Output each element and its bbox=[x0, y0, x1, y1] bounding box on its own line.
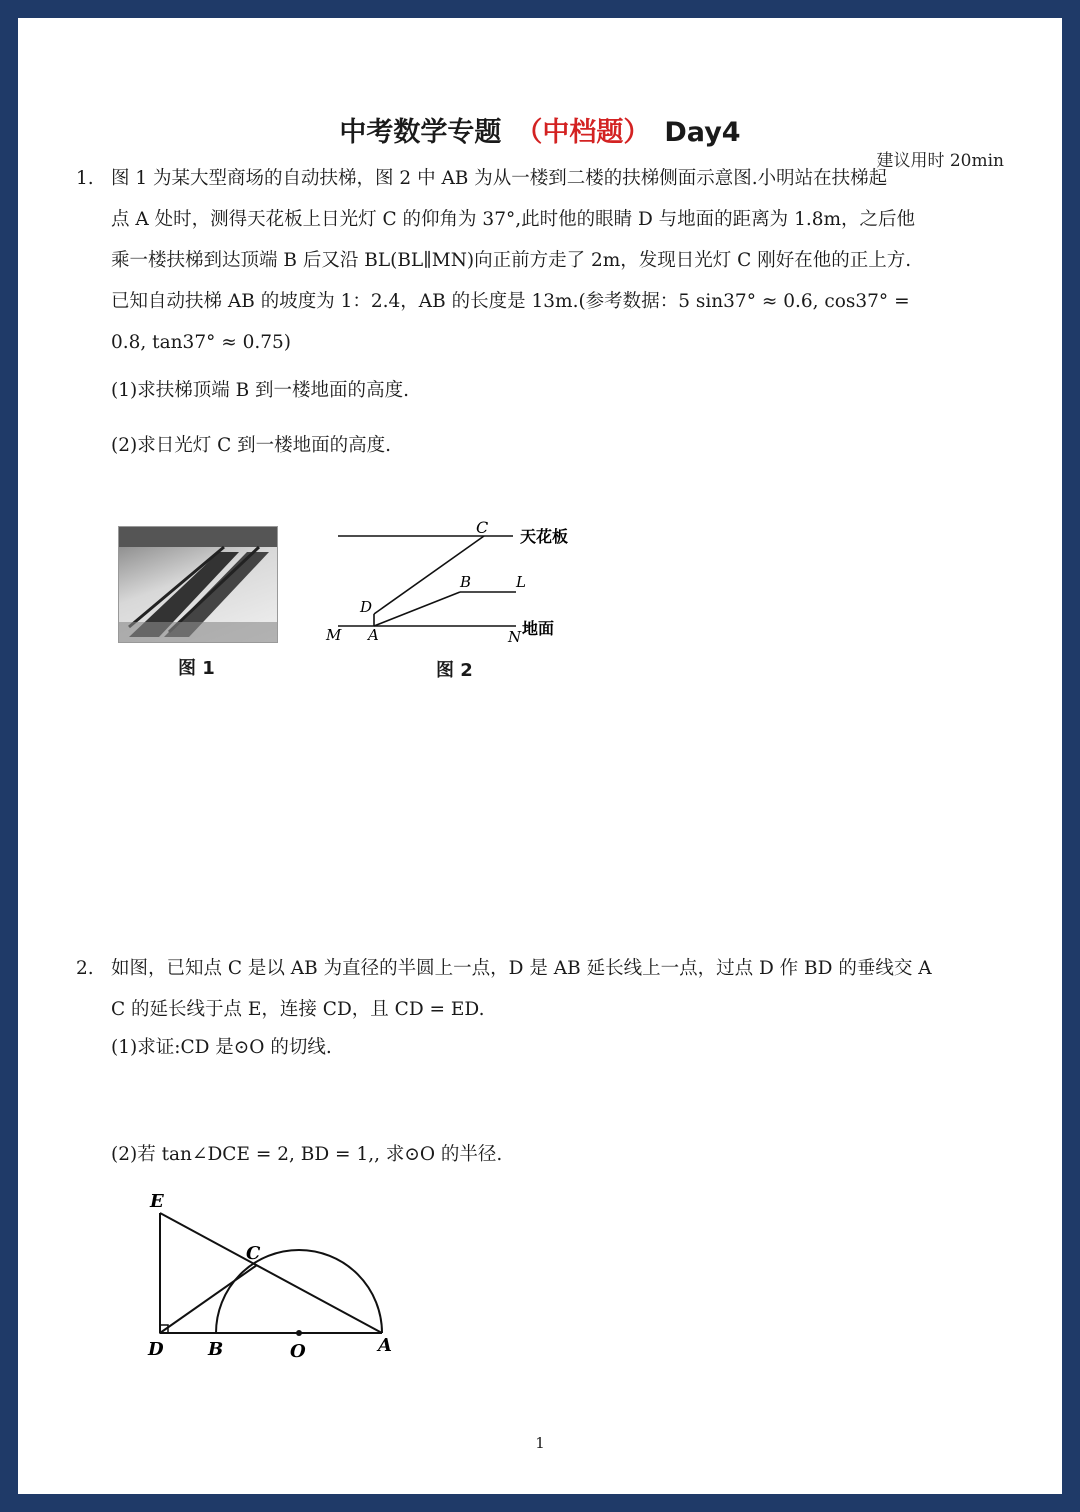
q1-number: 1. bbox=[76, 168, 94, 189]
q1-part-1: (1)求扶梯顶端 B 到一楼地面的高度. bbox=[111, 380, 409, 401]
fig2-label: 图 2 bbox=[436, 660, 473, 681]
q1-line-5: 0.8, tan37° ≈ 0.75) bbox=[111, 332, 292, 353]
escalator-ab bbox=[374, 592, 460, 626]
center-point-o bbox=[296, 1330, 302, 1336]
worksheet-page bbox=[18, 18, 1062, 1494]
q1-text bbox=[111, 158, 1011, 363]
label-b: B bbox=[460, 573, 472, 591]
label-a: A bbox=[368, 626, 379, 644]
label-e: E bbox=[150, 1191, 164, 1212]
fig1-label: 图 1 bbox=[178, 658, 215, 679]
q1-part-2: (2)求日光灯 C 到一楼地面的高度. bbox=[111, 435, 392, 456]
label-a: A bbox=[378, 1335, 392, 1356]
label-c: C bbox=[246, 1243, 261, 1264]
label-d: D bbox=[148, 1339, 164, 1360]
fig2-diagram bbox=[318, 516, 598, 666]
suggested-time: 建议用时 20min bbox=[876, 151, 1004, 171]
escalator-photo-drawing bbox=[119, 527, 277, 642]
label-ground: 地面 bbox=[522, 619, 555, 638]
q2-text bbox=[111, 948, 1011, 1030]
page-title bbox=[18, 110, 1062, 149]
page-number: 1 bbox=[535, 1434, 545, 1452]
q1-line-4: 已知自动扶梯 AB 的坡度为 1：2.4，AB 的长度是 13m.(参考数据：5 sin37° ≈ 0.6, cos37° = bbox=[111, 291, 910, 312]
label-m: M bbox=[326, 626, 342, 644]
label-b: B bbox=[208, 1339, 224, 1360]
title-main: 中考数学专题 bbox=[339, 117, 502, 148]
q1-line-3: 乘一楼扶梯到达顶端 B 后又沿 BL(BL∥MN)向正前方走了 2m，发现日光灯 C 刚好在他的正上方. bbox=[111, 250, 912, 271]
q2-part-2: (2)若 tan∠DCE = 2, BD = 1,, 求⊙O 的半径. bbox=[111, 1144, 503, 1165]
label-ceiling: 天花板 bbox=[520, 527, 569, 546]
q1-line-2: 点 A 处时，测得天花板上日光灯 C 的仰角为 37°,此时他的眼睛 D 与地面的距离为 1.8m，之后他 bbox=[111, 209, 916, 230]
title-level: （中档题） bbox=[515, 117, 651, 148]
segment-ea bbox=[160, 1213, 382, 1333]
q2-number: 2. bbox=[76, 958, 94, 979]
label-o: O bbox=[290, 1341, 306, 1362]
label-c: C bbox=[476, 518, 489, 537]
q1-line-1: 图 1 为某大型商场的自动扶梯，图 2 中 AB 为从一楼到二楼的扶梯侧面示意图.小明站在扶梯起 bbox=[111, 168, 888, 189]
label-d: D bbox=[360, 598, 373, 616]
label-n: N bbox=[508, 628, 522, 646]
title-day: Day4 bbox=[664, 117, 741, 148]
label-l: L bbox=[516, 573, 526, 591]
q2-line-1: 如图，已知点 C 是以 AB 为直径的半圆上一点，D 是 AB 延长线上一点，过点 D 作 BD 的垂线交 A bbox=[111, 958, 932, 979]
escalator-photo bbox=[118, 526, 278, 643]
q2-line-2: C 的延长线于点 E，连接 CD，且 CD = ED. bbox=[111, 999, 485, 1020]
q2-part-1: (1)求证:CD 是⊙O 的切线. bbox=[111, 1037, 332, 1058]
q2-diagram bbox=[138, 1183, 418, 1363]
segment-dc bbox=[160, 1265, 257, 1333]
